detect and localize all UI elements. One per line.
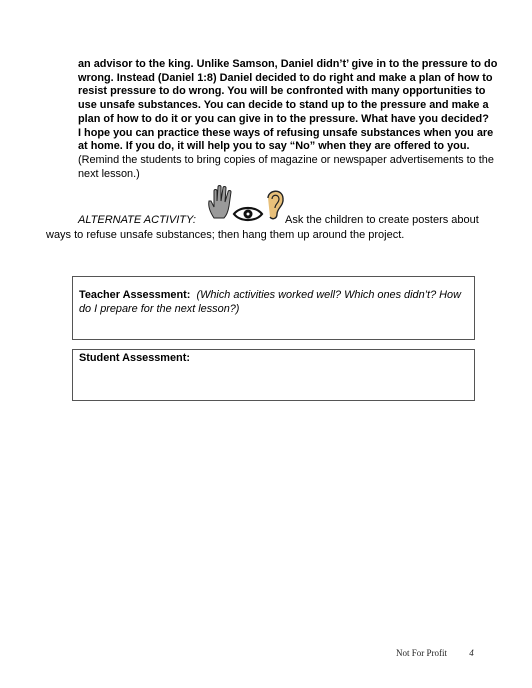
alternate-activity: [46, 184, 506, 248]
teacher-assessment-content: [79, 289, 469, 317]
alternate-activity-text: Ask the children to create posters about: [285, 214, 479, 226]
teacher-assessment-box[interactable]: [72, 276, 475, 340]
reminder-note-line: next lesson.): [78, 167, 140, 180]
lesson-line: use unsafe substances. You can decide to stand up to the pressure and make a: [78, 99, 489, 112]
teacher-assessment-label: Teacher Assessment:: [79, 289, 191, 301]
eye-icon: [232, 204, 264, 224]
page-footer: [396, 648, 474, 658]
alternate-activity-text: ways to refuse unsafe substances; then hang them up around the project.: [46, 229, 405, 241]
footer-text: Not For Profit: [396, 648, 448, 658]
ear-icon: [264, 186, 286, 222]
page-number: 4: [469, 648, 474, 658]
student-assessment-label: Student Assessment:: [79, 352, 190, 364]
lesson-line: I hope you can practice these ways of refusing unsafe substances when you are: [78, 126, 494, 139]
lesson-line: an advisor to the king. Unlike Samson, Daniel didn’t’ give in to the pressure to do: [78, 58, 498, 70]
student-assessment-box[interactable]: [72, 349, 475, 401]
senses-icons: [206, 184, 290, 228]
lesson-line: at home. If you do, it will help you to say “No” when they are offered to you.: [78, 140, 470, 153]
reminder-note-line: (Remind the students to bring copies of magazine or newspaper advertisements to the: [78, 153, 494, 166]
lesson-text: [78, 58, 498, 181]
alternate-activity-label: ALTERNATE ACTIVITY:: [78, 214, 196, 226]
lesson-line: plan of how to do it or you can give in to the pressure. What have you decided?: [78, 112, 489, 125]
student-assessment-content: [79, 352, 469, 366]
teacher-assessment-prompt: (Which activities worked well? Which ones didn’t? How do I prepare for the next lesson?): [79, 289, 461, 315]
lesson-line: wrong. Instead (Daniel 1:8) Daniel decided to do right and make a plan of how to: [78, 71, 493, 84]
lesson-line: resist pressure to do wrong. You will be confronted with many opportunities to: [78, 85, 486, 98]
